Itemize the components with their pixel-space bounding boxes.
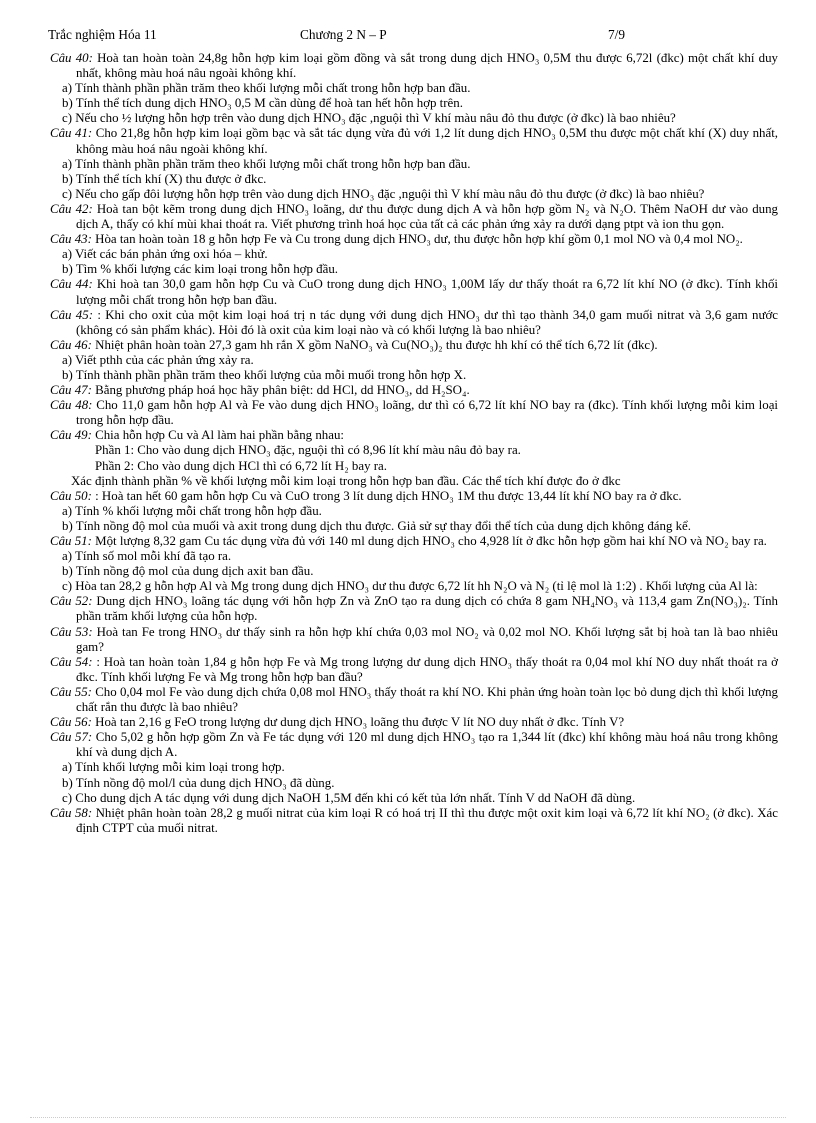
question-40-part-b: b) Tính thể tích dung dịch HNO₃ 0,5 M cần dùng để hoà tan hết hỗn hợp trên. xyxy=(62,96,463,111)
question-41 xyxy=(50,126,778,156)
question-48 xyxy=(50,398,778,428)
question-49-note: Xác định thành phần % về khối lượng mỗi kim loại trong hỗn hợp ban đầu. Các thể tích khí được đo ở đkc xyxy=(71,473,621,488)
question-text: Chia hỗn hợp Cu và Al làm hai phần bằng nhau: xyxy=(91,428,344,443)
question-text: Bằng phương pháp hoá học hãy phân biệt: dd HCl, dd HNO₃, dd H₂SO₄. xyxy=(91,383,470,398)
question-50 xyxy=(50,489,778,504)
question-49-part-1: Phần 1: Cho vào dung dịch HNO₃ đặc, nguội thì có 8,96 lít khí màu nâu đỏ bay ra. xyxy=(95,443,521,458)
question-text: Hòa tan hoàn toàn 18 g hỗn hợp Fe và Cu trong dung dịch HNO₃ dư, thu được hỗn hợp khí gồm 0,1 mol NO và 0,4 mol NO₂. xyxy=(91,232,743,247)
question-51-part-b: b) Tính nồng độ mol của dung dịch axit ban đầu. xyxy=(62,564,314,579)
question-label: Câu 47: xyxy=(50,383,92,398)
question-50-part-b: b) Tính nồng độ mol của muối và axit trong dung dịch thu được. Giả sử sự thay đổi thể tích của dung dịch không đáng kể. xyxy=(62,518,691,533)
question-text: Hoà tan hoàn toàn 24,8g hỗn hợp kim loại gồm đồng và sắt trong dung dịch HNO₃ 0,5M thu được 6,72l (đkc) một chất khí duy nhất, không màu hoá nâu ngoài không khí. xyxy=(76,51,778,81)
question-text: Nhiệt phân hoàn toàn 27,3 gam hh rắn X gồm NaNO₃ và Cu(NO₃)₂ thu được hh khí có thể tích 6,72 lít (đkc). xyxy=(91,337,658,352)
question-label: Câu 41: xyxy=(50,126,93,141)
page-bottom-divider xyxy=(30,1117,786,1118)
question-label: Câu 57: xyxy=(50,730,93,745)
question-57 xyxy=(50,730,778,760)
question-text: Cho 11,0 gam hỗn hợp Al và Fe vào dung dịch HNO₃ loãng, dư thì có 6,72 lít khí NO bay ra (đkc). Tính khối lượng mỗi kim loại trong hỗn hợp đầu. xyxy=(76,398,778,428)
question-43-part-a: a) Viết các bán phản ứng oxi hóa – khử. xyxy=(62,247,268,262)
question-text: Khi hoà tan 30,0 gam hỗn hợp Cu và CuO trong dung dịch HNO₃ 1,00M lấy dư thấy thoát ra 6,72 lít khí NO (ở đkc). Tính khối lượng mỗi chất trong hỗn hợp ban đầu. xyxy=(76,277,778,307)
header-title: Trắc nghiệm Hóa 11 xyxy=(48,27,157,42)
question-label: Câu 45: xyxy=(50,307,93,322)
question-46 xyxy=(50,338,778,353)
question-45 xyxy=(50,308,778,338)
question-label: Câu 52: xyxy=(50,594,93,609)
question-text: Hoà tan Fe trong HNO₃ dư thấy sinh ra hỗn hợp khí chứa 0,03 mol NO₂ và 0,02 mol NO. Khối lượng sắt bị hoà tan là bao nhiêu gam? xyxy=(76,624,778,654)
question-46-part-a: a) Viết pthh của các phản ứng xảy ra. xyxy=(62,352,254,367)
question-text: : Hoà tan hoàn toàn 1,84 g hỗn hợp Fe và Mg trong lượng dư dung dịch HNO₃ thấy thoát ra 0,04 mol khí NO duy nhất thoát ra ở đkc. Tính khối lượng Fe và Mg trong hỗn hợp ban đầu? xyxy=(76,654,778,684)
header-page-number: 7/9 xyxy=(608,27,625,42)
question-44 xyxy=(50,277,778,307)
question-49-part-2: Phần 2: Cho vào dung dịch HCl thì có 6,72 lít H₂ bay ra. xyxy=(95,458,387,473)
question-46-part-b: b) Tính thành phần phần trăm theo khối lượng của mỗi muối trong hỗn hợp X. xyxy=(62,367,467,382)
question-label: Câu 46: xyxy=(50,337,92,352)
question-text: Một lượng 8,32 gam Cu tác dụng vừa đủ với 140 ml dung dịch HNO₃ cho 4,928 lít ở đkc hỗn hợp gồm hai khí NO và NO₂ bay ra. xyxy=(91,534,767,548)
question-label: Câu 54: xyxy=(50,654,93,669)
question-41-part-a: a) Tính thành phần phần trăm theo khối lượng mỗi chất trong hỗn hợp ban đầu. xyxy=(62,156,471,171)
question-41-part-b: b) Tính thể tích khí (X) thu được ở đkc. xyxy=(62,171,267,186)
question-label: Câu 43: xyxy=(50,232,92,247)
question-43 xyxy=(50,232,778,247)
question-list xyxy=(50,51,778,836)
question-47 xyxy=(50,383,778,398)
question-56 xyxy=(50,715,778,730)
question-55 xyxy=(50,685,778,715)
question-40-part-a: a) Tính thành phần phần trăm theo khối lượng mỗi chất trong hỗn hợp ban đầu. xyxy=(62,81,471,96)
question-57-part-b: b) Tính nồng độ mol/l của dung dịch HNO₃ đã dùng. xyxy=(62,775,335,790)
question-54 xyxy=(50,655,778,685)
question-text: Cho 5,02 g hỗn hợp gồm Zn và Fe tác dụng với 120 ml dung dịch HNO₃ tạo ra 1,344 lít (đkc) khí không màu hoá nâu trong không khí và dung dịch A. xyxy=(76,730,778,760)
question-label: Câu 55: xyxy=(50,684,92,699)
question-text: Hoà tan bột kẽm trong dung dịch HNO₃ loãng, dư thu được dung dịch A và hỗn hợp gồm N₂ và N₂O. Thêm NaOH dư vào dung dịch A, thấy có khí mùi khai thoát ra. Viết phương trình hoá học của tất cả các phản ứng xảy ra dưới dạng ptpt và ion thu gọn. xyxy=(76,201,778,232)
question-label: Câu 44: xyxy=(50,277,93,292)
question-label: Câu 51: xyxy=(50,534,92,548)
question-43-part-b: b) Tìm % khối lượng các kim loại trong hỗn hợp đầu. xyxy=(62,262,339,277)
page-header xyxy=(48,27,783,43)
question-40 xyxy=(50,51,778,81)
question-57-part-c: c) Cho dung dịch A tác dụng với dung dịch NaOH 1,5M đến khi có kết tủa lớn nhất. Tính V dd NaOH đã dùng. xyxy=(62,790,636,805)
question-label: Câu 53: xyxy=(50,624,93,639)
question-51 xyxy=(50,534,778,549)
question-53 xyxy=(50,625,778,655)
question-41-part-c: c) Nếu cho gấp đôi lượng hỗn hợp trên vào dung dịch HNO₃ đặc ,nguội thì V khí màu nâu đỏ thu được (ở đkc) là bao nhiêu? xyxy=(62,186,705,201)
question-49 xyxy=(50,428,778,443)
question-42 xyxy=(50,202,778,232)
question-label: Câu 56: xyxy=(50,715,92,730)
question-57-part-a: a) Tính khối lượng mỗi kim loại trong hợp. xyxy=(62,760,285,775)
question-label: Câu 58: xyxy=(50,805,93,820)
question-text: : Khi cho oxit của một kim loại hoá trị n tác dụng với dung dịch HNO₃ dư thì tạo thành 34,0 gam muối nitrat và 3,6 gam nước (không có sản phẩm khác). Hỏi đó là oxit của kim loại nào và có khối lượng là bao nhiêu? xyxy=(76,307,778,337)
question-51-part-a: a) Tính số mol mỗi khí đã tạo ra. xyxy=(62,549,232,564)
question-text: : Hoà tan hết 60 gam hỗn hợp Cu và CuO trong 3 lít dung dịch HNO₃ 1M thu được 13,44 lít khí NO bay ra ở đkc. xyxy=(91,488,682,503)
question-text: Dung dịch HNO₃ loãng tác dụng với hỗn hợp Zn và ZnO tạo ra dung dịch có chứa 8 gam NH₄NO₃ và 113,4 gam Zn(NO₃)₂. Tính phần trăm khối lượng của hỗn hợp. xyxy=(76,594,778,624)
question-label: Câu 48: xyxy=(50,398,93,413)
question-text: Cho 21,8g hỗn hợp kim loại gồm bạc và sắt tác dụng vừa đủ với 1,2 lít dung dịch HNO₃ 0,5M thu được một chất khí (X) duy nhất, không màu hoá nâu ngoài không khí. xyxy=(76,126,778,156)
question-58 xyxy=(50,806,778,836)
question-text: Hoà tan 2,16 g FeO trong lượng dư dung dịch HNO₃ loãng thu được V lít NO duy nhất ở đkc. Tính V? xyxy=(91,715,625,730)
question-51-part-c: c) Hòa tan 28,2 g hỗn hợp Al và Mg trong dung dịch HNO₃ dư thu được 6,72 lít hh N₂O và N₂ (tỉ lệ mol là 1:2) . Khối lượng của Al là: xyxy=(62,579,758,594)
question-40-part-c: c) Nếu cho ½ lượng hỗn hợp trên vào dung dịch HNO₃ đặc ,nguội thì V khí màu nâu đỏ thu được (ở đkc) là bao nhiêu? xyxy=(62,111,676,126)
question-label: Câu 49: xyxy=(50,428,92,443)
header-chapter: Chương 2 N – P xyxy=(300,27,387,42)
question-label: Câu 50: xyxy=(50,488,92,503)
question-label: Câu 40: xyxy=(50,51,93,65)
question-50-part-a: a) Tính % khối lượng mỗi chất trong hỗn hợp đầu. xyxy=(62,503,322,518)
question-text: Nhiệt phân hoàn toàn 28,2 g muối nitrat của kim loại R có hoá trị II thì thu được một oxit kim loại và 6,72 lít khí NO₂ (ở đkc). Xác định CTPT của muối nitrat. xyxy=(76,805,778,835)
question-label: Câu 42: xyxy=(50,201,93,216)
question-52 xyxy=(50,594,778,624)
question-text: Cho 0,04 mol Fe vào dung dịch chứa 0,08 mol HNO₃ thấy thoát ra khí NO. Khi phản ứng hoàn toàn lọc bỏ dung dịch thì khối lượng chất rắn thu được là bao nhiêu? xyxy=(76,684,778,715)
